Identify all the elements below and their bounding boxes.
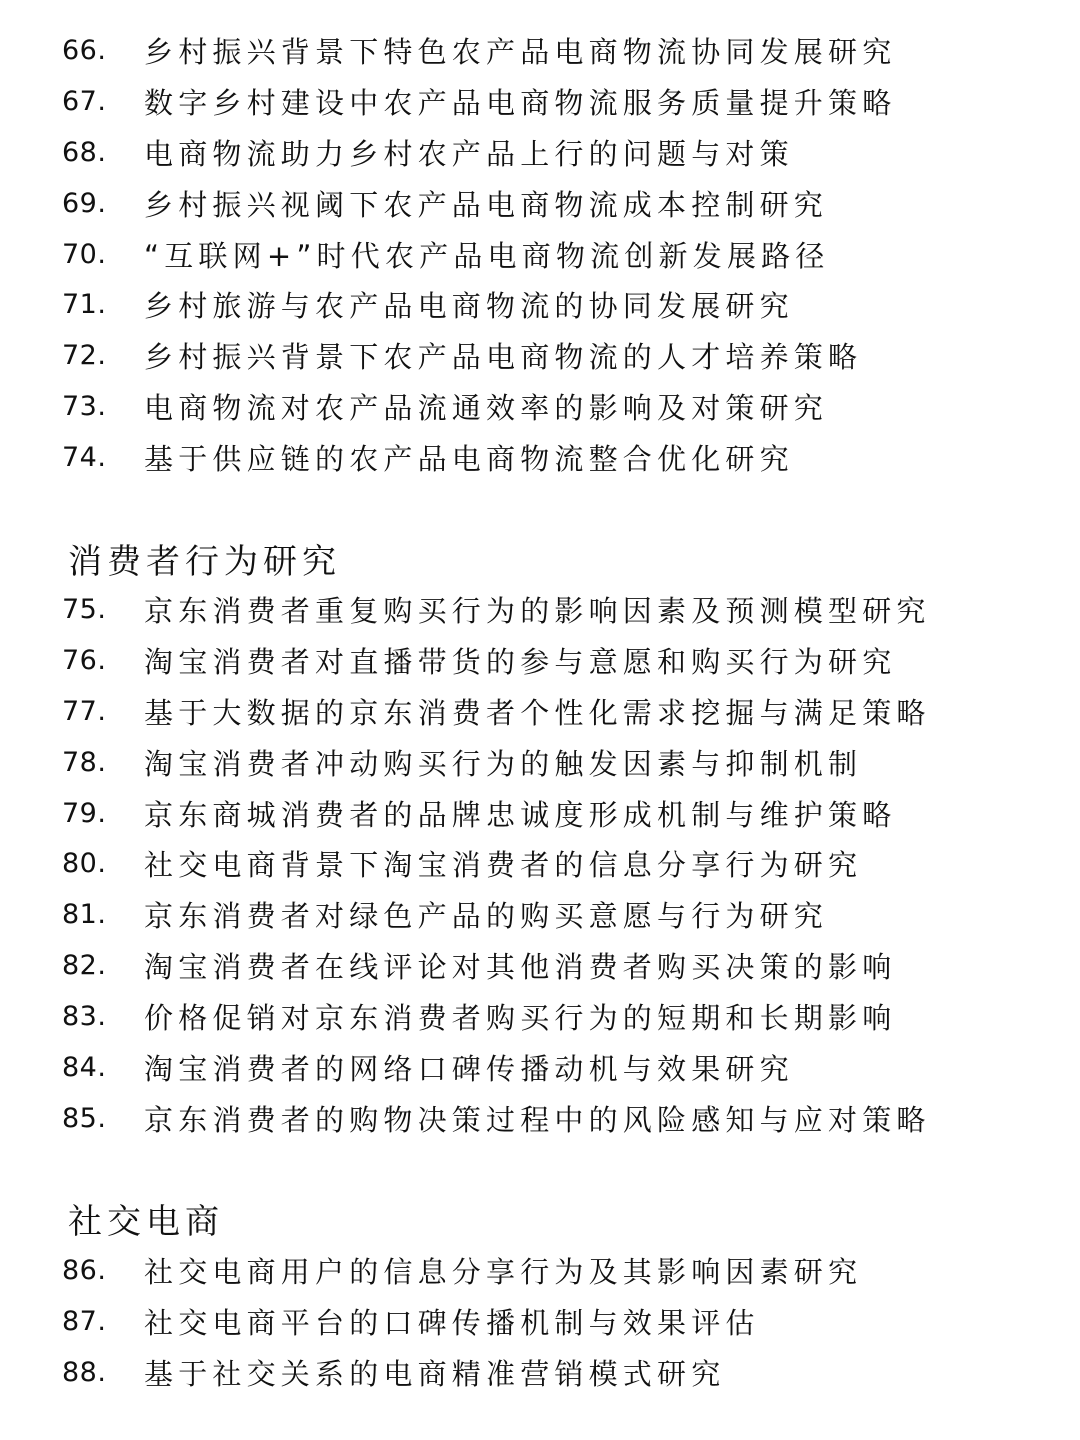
item-number: 77. [62, 695, 107, 727]
item-number: 76. [62, 644, 107, 676]
list-item [62, 79, 896, 123]
item-number: 79. [62, 797, 107, 829]
item-title: 京东消费者的购物决策过程中的风险感知与应对策略 [144, 1102, 931, 1137]
item-number: 70. [62, 238, 107, 270]
item-title: 淘宝消费者对直播带货的参与意愿和购买行为研究 [144, 644, 897, 679]
item-title: 乡村振兴背景下农产品电商物流的人才培养策略 [144, 339, 863, 374]
item-title: 淘宝消费者的网络口碑传播动机与效果研究 [144, 1051, 794, 1086]
item-title: 社交电商用户的信息分享行为及其影响因素研究 [144, 1254, 863, 1289]
item-title: 数字乡村建设中农产品电商物流服务质量提升策略 [144, 85, 897, 120]
item-title: 基于社交关系的电商精准营销模式研究 [144, 1356, 726, 1391]
item-number: 73. [62, 390, 107, 422]
item-title: 淘宝消费者冲动购买行为的触发因素与抑制机制 [144, 746, 863, 781]
item-number: 67. [62, 85, 107, 117]
item-title: 电商物流对农产品流通效率的影响及对策研究 [144, 390, 829, 425]
list-item [62, 435, 794, 479]
list-item [62, 333, 862, 377]
item-number: 87. [62, 1305, 107, 1337]
item-title: “互联网+”时代农产品电商物流创新发展路径 [144, 238, 830, 273]
list-item [62, 130, 794, 174]
item-number: 66. [62, 34, 107, 66]
list-item [62, 1096, 931, 1140]
item-number: 83. [62, 1000, 107, 1032]
list-item [62, 791, 896, 835]
item-title: 京东商城消费者的品牌忠诚度形成机制与维护策略 [144, 797, 897, 832]
item-title: 京东消费者重复购买行为的影响因素及预测模型研究 [144, 593, 931, 628]
item-number: 71. [62, 288, 107, 320]
item-title: 价格促销对京东消费者购买行为的短期和长期影响 [144, 1000, 897, 1035]
item-title: 乡村振兴背景下特色农产品电商物流协同发展研究 [144, 34, 897, 69]
list-item [62, 1299, 760, 1343]
list-item [62, 282, 794, 326]
list-item [62, 587, 931, 631]
item-number: 78. [62, 746, 107, 778]
item-number: 69. [62, 187, 107, 219]
list-item [62, 1350, 725, 1394]
list-item [62, 28, 896, 72]
item-number: 84. [62, 1051, 107, 1083]
item-number: 74. [62, 441, 107, 473]
item-title: 基于供应链的农产品电商物流整合优化研究 [144, 441, 794, 476]
item-number: 81. [62, 898, 107, 930]
item-title: 乡村旅游与农产品电商物流的协同发展研究 [144, 288, 794, 323]
section-heading-social: 社交电商 [68, 1202, 224, 1242]
list-item [62, 943, 896, 987]
item-title: 京东消费者对绿色产品的购买意愿与行为研究 [144, 898, 829, 933]
item-number: 75. [62, 593, 107, 625]
item-title: 基于大数据的京东消费者个性化需求挖掘与满足策略 [144, 695, 931, 730]
item-title: 社交电商平台的口碑传播机制与效果评估 [144, 1305, 760, 1340]
item-title: 电商物流助力乡村农产品上行的问题与对策 [144, 136, 794, 171]
item-number: 80. [62, 847, 107, 879]
item-number: 68. [62, 136, 107, 168]
item-title: 社交电商背景下淘宝消费者的信息分享行为研究 [144, 847, 863, 882]
list-item [62, 384, 828, 428]
item-number: 85. [62, 1102, 107, 1134]
item-title: 乡村振兴视阈下农产品电商物流成本控制研究 [144, 187, 829, 222]
list-item [62, 1045, 794, 1089]
list-item [62, 841, 862, 885]
item-number: 88. [62, 1356, 107, 1388]
list-item [62, 892, 828, 936]
item-title: 淘宝消费者在线评论对其他消费者购买决策的影响 [144, 949, 897, 984]
list-item [62, 232, 830, 276]
list-item [62, 181, 828, 225]
list-item [62, 994, 896, 1038]
list-item [62, 689, 931, 733]
list-item [62, 1248, 862, 1292]
section-heading-consumer: 消费者行为研究 [68, 542, 341, 582]
item-number: 72. [62, 339, 107, 371]
list-item [62, 740, 862, 784]
item-number: 86. [62, 1254, 107, 1286]
item-number: 82. [62, 949, 107, 981]
list-item [62, 638, 896, 682]
